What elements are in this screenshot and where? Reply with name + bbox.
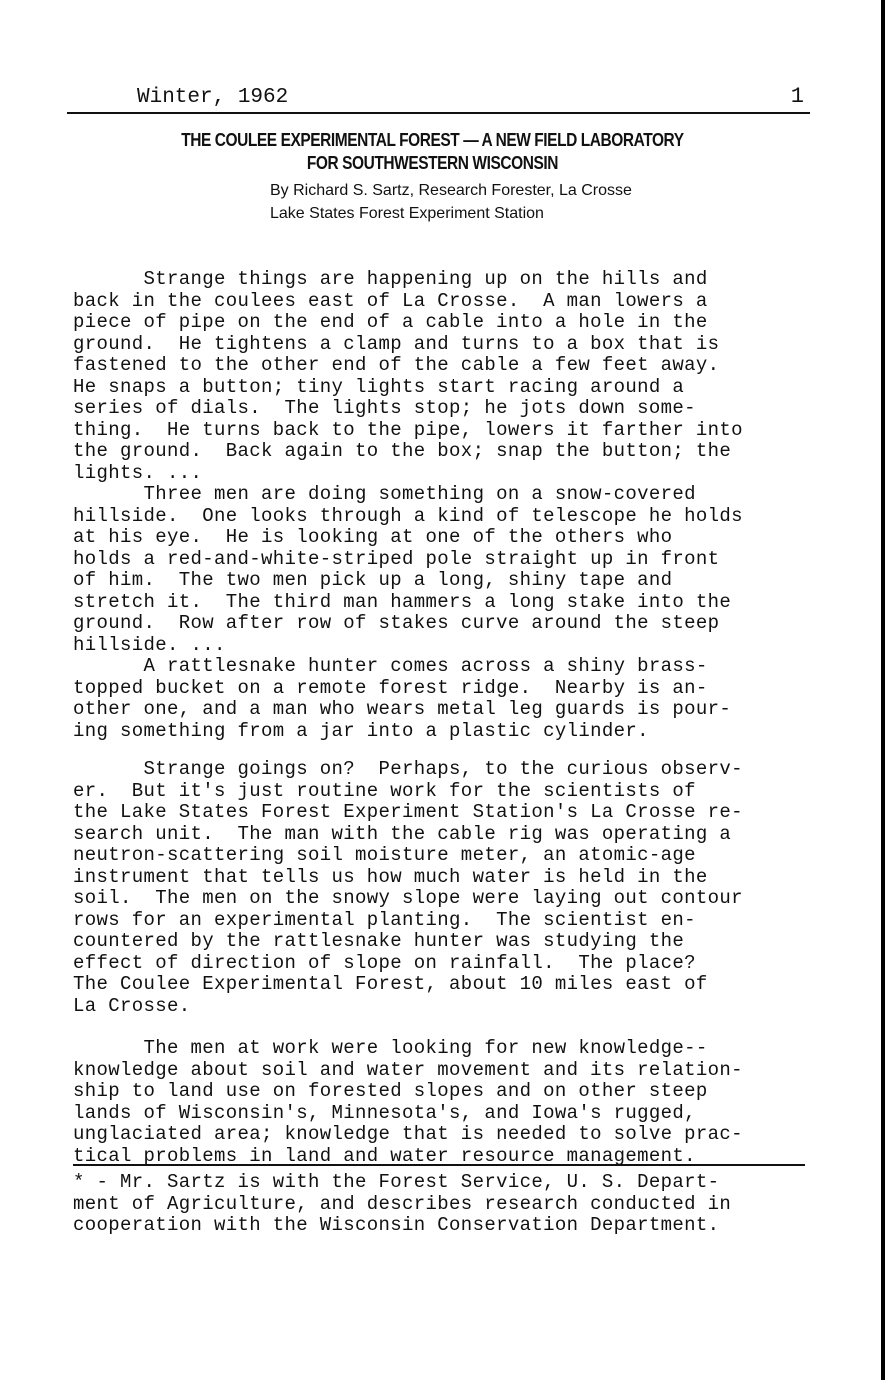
scan-edge [881, 0, 885, 1380]
issue-date: Winter, 1962 [137, 86, 289, 109]
footnote-divider [73, 1164, 805, 1166]
page-number: 1 [790, 84, 804, 109]
page-header [67, 84, 810, 114]
body-paragraph-2: Strange goings on? Perhaps, to the curious observ- er. But it's just routine work for the scientists of the Lake States Forest Experiment Station's La Crosse re- search unit. The man with the cable rig was operating a neutron-scattering soil moisture meter, an atomic-age instrument that tells us how much water is held in the soil. The men on the snowy slope were laying out contour rows for an experimental planting. The scientist en- countered by the rattlesnake hunter was studying the effect of direction of slope on rainfall. The place? The Coulee Experimental Forest, about 10 miles east of La Crosse. [73, 758, 743, 1017]
author-affiliation: Lake States Forest Experiment Station [270, 205, 544, 222]
author-byline: By Richard S. Sartz, Research Forester, La Crosse [270, 182, 632, 199]
footnote: * - Mr. Sartz is with the Forest Service, U. S. Depart- ment of Agriculture, and describes research conducted in cooperation with the Wisconsin Conservation Department. [73, 1171, 732, 1236]
body-paragraph-1: Strange things are happening up on the hills and back in the coulees east of La Crosse. A man lowers a piece of pipe on the end of a cable into a hole in the ground. He tightens a clamp and turns to a box that is fastened to the other end of the cable a few feet away. He snaps a button; tiny lights start racing around a series of dials. The lights stop; he jots down some- thing. He turns back to the pipe, lowers it farther into the ground. Back again to the box; snap the button; the lights. ... Three men are doing something on a snow-covered hillside. One looks through a kind of telescope he holds at his eye. He is looking at one of the others who holds a red-and-white-striped pole straight up in front of him. The two men pick up a long, shiny tape and stretch it. The third man hammers a long stake into the ground. Row after row of stakes curve around the steep hillside. ... A rattlesnake hunter comes across a shiny brass- topped bucket on a remote forest ridge. Nearby is an- other one, and a man who wears metal leg guards is pour- ing something from a jar into a plastic cylinder. [73, 268, 743, 742]
body-paragraph-3: The men at work were looking for new knowledge-- knowledge about soil and water movement and its relation- ship to land use on forested slopes and on other steep lands of Wisconsin's, Minnesota's, and Iowa's rugged, unglaciated area; knowledge that is needed to solve prac- tical problems in land and water resource management. [73, 1037, 743, 1167]
article-title-line-1: THE COULEE EXPERIMENTAL FOREST — A NEW FIELD LABORATORY [181, 130, 684, 150]
article-title-line-2: FOR SOUTHWESTERN WISCONSIN [306, 153, 558, 173]
